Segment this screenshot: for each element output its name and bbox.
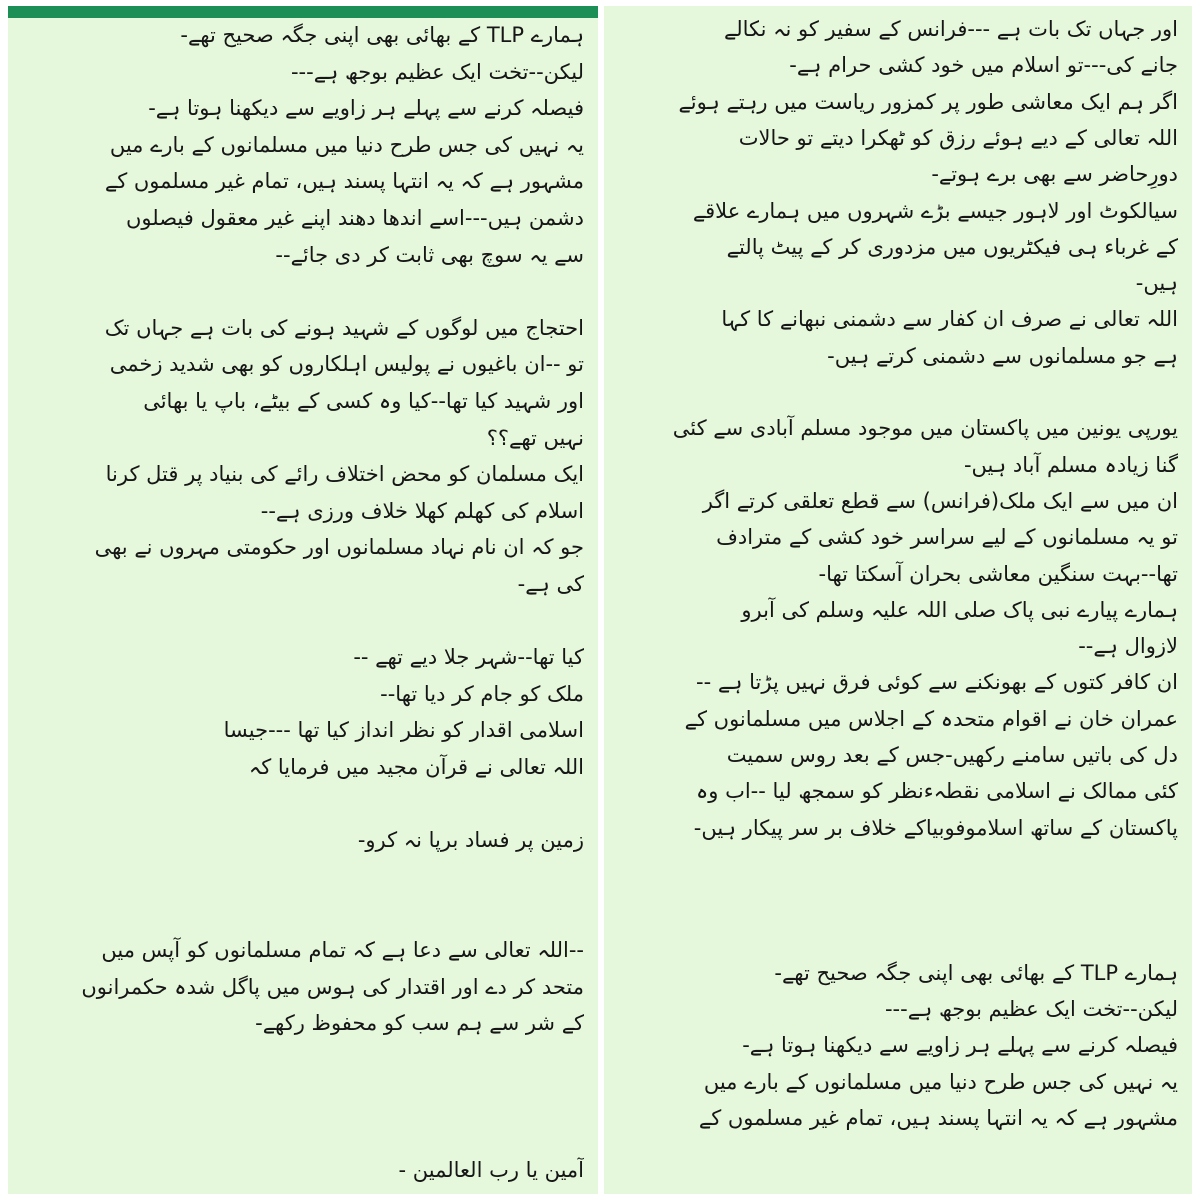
text-line: ہے جو مسلمانوں سے دشمنی کرتے ہیں- bbox=[827, 343, 1178, 368]
text-line: یہ نہیں کی جس طرح دنیا میں مسلمانوں کے بارے میں bbox=[109, 132, 584, 157]
text-line: کے شر سے ہم سب کو محفوظ رکھے- bbox=[255, 1011, 584, 1036]
text-line: اور شہید کیا تھا--کیا وہ کسی کے بیٹے، باپ یا بھائی bbox=[143, 389, 584, 413]
text-line: ملک کو جام کر دیا تھا-- bbox=[380, 681, 584, 706]
text-line bbox=[22, 894, 584, 932]
text-line: ان میں سے ایک ملک(فرانس) سے قطع تعلقی کرتے اگر bbox=[702, 488, 1178, 513]
text-line: متحد کر دے اور اقتدار کی ہوس میں پاگل شدہ حکمرانوں bbox=[81, 974, 584, 999]
text-line bbox=[618, 373, 1178, 411]
text-line bbox=[22, 1041, 584, 1079]
text-line: پاکستان کے ساتھ اسلاموفوبیاکے خلاف بر سر پیکار ہیں- bbox=[693, 815, 1178, 840]
text-line: زمین پر فساد برپا نہ کرو- bbox=[357, 828, 584, 853]
text-line: ہمارے پیارے نبی پاک صلی اللہ علیہ وسلم کی آبرو bbox=[741, 597, 1178, 622]
text-line: ہیں- bbox=[1135, 271, 1178, 296]
text-line: لیکن--تخت ایک عظیم بوجھ ہے--- bbox=[290, 59, 584, 84]
text-line: آمین یا رب العالمین - bbox=[398, 1157, 584, 1182]
text-line: کی ہے- bbox=[517, 572, 584, 596]
text-line: تو یہ مسلمانوں کے لیے سراسر خود کشی کے مترادف bbox=[716, 525, 1178, 550]
text-line: جو کہ ان نام نہاد مسلمانوں اور حکومتی مہروں نے بھی bbox=[94, 535, 584, 560]
text-line: دل کی باتیں سامنے رکھیں-جس کے بعد روس سمیت bbox=[726, 743, 1178, 767]
text-line bbox=[22, 1077, 584, 1115]
text-line: لیکن--تخت ایک عظیم بوجھ ہے--- bbox=[884, 997, 1178, 1022]
text-line: لازوال ہے-- bbox=[1078, 634, 1178, 659]
text-line: سیالکوٹ اور لاہور جیسے بڑے شہروں میں ہمارے علاقے bbox=[692, 198, 1178, 223]
text-line: عمران خان نے اقوام متحدہ کے اجلاس میں مسلمانوں کے bbox=[684, 706, 1178, 731]
text-line bbox=[22, 272, 584, 310]
text-line: کیا تھا--شہر جلا دیے تھے -- bbox=[353, 645, 584, 670]
text-line: مشہور ہے کہ یہ انتہا پسند ہیں، تمام غیر مسلموں کے bbox=[698, 1106, 1178, 1130]
text-line: کے غرباء ہی فیکٹریوں میں مزدوری کر کے پیٹ پالتے bbox=[726, 234, 1178, 259]
text-line bbox=[22, 602, 584, 640]
text-line: تھا--بہت سنگین معاشی بحران آسکتا تھا- bbox=[818, 561, 1178, 586]
text-line: --اللہ تعالی سے دعا ہے کہ تمام مسلمانوں کو آپس میں bbox=[101, 938, 584, 962]
text-line: اللہ تعالی کے دیے ہوئے رزق کو ٹھکرا دیتے تو حالات bbox=[738, 125, 1178, 150]
text-line: اللہ تعالی نے صرف ان کفار سے دشمنی نبھانے کا کہا bbox=[721, 307, 1178, 332]
text-line: ہمارے TLP کے بھائی بھی اپنی جگہ صحیح تھے- bbox=[774, 960, 1178, 985]
text-line: فیصلہ کرنے سے پہلے ہر زاویے سے دیکھنا ہوتا ہے- bbox=[148, 96, 584, 121]
text-line: فیصلہ کرنے سے پہلے ہر زاویے سے دیکھنا ہوتا ہے- bbox=[742, 1033, 1178, 1058]
text-line: دورِحاضر سے بھی برے ہوتے- bbox=[931, 162, 1178, 187]
left-page-panel bbox=[8, 6, 598, 1194]
text-line bbox=[618, 845, 1178, 883]
text-line: ایک مسلمان کو محض اختلاف رائے کی بنیاد پر قتل کرنا bbox=[105, 462, 584, 487]
text-line bbox=[22, 785, 584, 823]
text-line bbox=[22, 858, 584, 896]
text-line: جانے کی---تو اسلام میں خود کشی حرام ہے- bbox=[789, 53, 1178, 78]
text-line: احتجاج میں لوگوں کے شہید ہونے کی بات ہے جہاں تک bbox=[104, 315, 584, 340]
text-line: دشمن ہیں---اسے اندھا دھند اپنے غیر معقول فیصلوں bbox=[125, 206, 584, 230]
text-line bbox=[22, 1114, 584, 1152]
text-line bbox=[618, 918, 1178, 956]
text-line: اگر ہم ایک معاشی طور پر کمزور ریاست میں رہتے ہوئے bbox=[678, 89, 1178, 114]
right-page-panel bbox=[604, 6, 1192, 1194]
text-line: گنا زیادہ مسلم آباد ہیں- bbox=[963, 452, 1178, 477]
text-line: مشہور ہے کہ یہ انتہا پسند ہیں، تمام غیر مسلموں کے bbox=[104, 169, 584, 194]
text-line: اللہ تعالی نے قرآن مجید میں فرمایا کہ bbox=[248, 755, 584, 779]
text-line: اور جہاں تک بات ہے ---فرانس کے سفیر کو نہ نکالے bbox=[723, 17, 1178, 41]
text-line: اسلام کی کھلم کھلا خلاف ورزی ہے-- bbox=[260, 498, 584, 523]
text-line: کئی ممالک نے اسلامی نقطہءنظر کو سمجھ لیا --اب وہ bbox=[695, 779, 1178, 804]
text-line: یہ نہیں کی جس طرح دنیا میں مسلمانوں کے بارے میں bbox=[703, 1069, 1178, 1094]
text-line: ہمارے TLP کے بھائی بھی اپنی جگہ صحیح تھے- bbox=[180, 23, 584, 47]
text-line: اسلامی اقدار کو نظر انداز کیا تھا ---جیسا bbox=[223, 718, 584, 743]
text-line: تو --ان باغیوں نے پولیس اہلکاروں کو بھی شدید زخمی bbox=[109, 352, 584, 377]
text-line: ان کافر کتوں کے بھونکنے سے کوئی فرق نہیں پڑتا ہے -- bbox=[696, 670, 1178, 695]
text-line: سے یہ سوچ بھی ثابت کر دی جائے-- bbox=[275, 242, 584, 267]
text-line: یورپی یونین میں پاکستان میں موجود مسلم آبادی سے کئی bbox=[672, 416, 1178, 441]
text-line: نہیں تھے؟؟ bbox=[486, 425, 584, 450]
text-line bbox=[618, 881, 1178, 919]
